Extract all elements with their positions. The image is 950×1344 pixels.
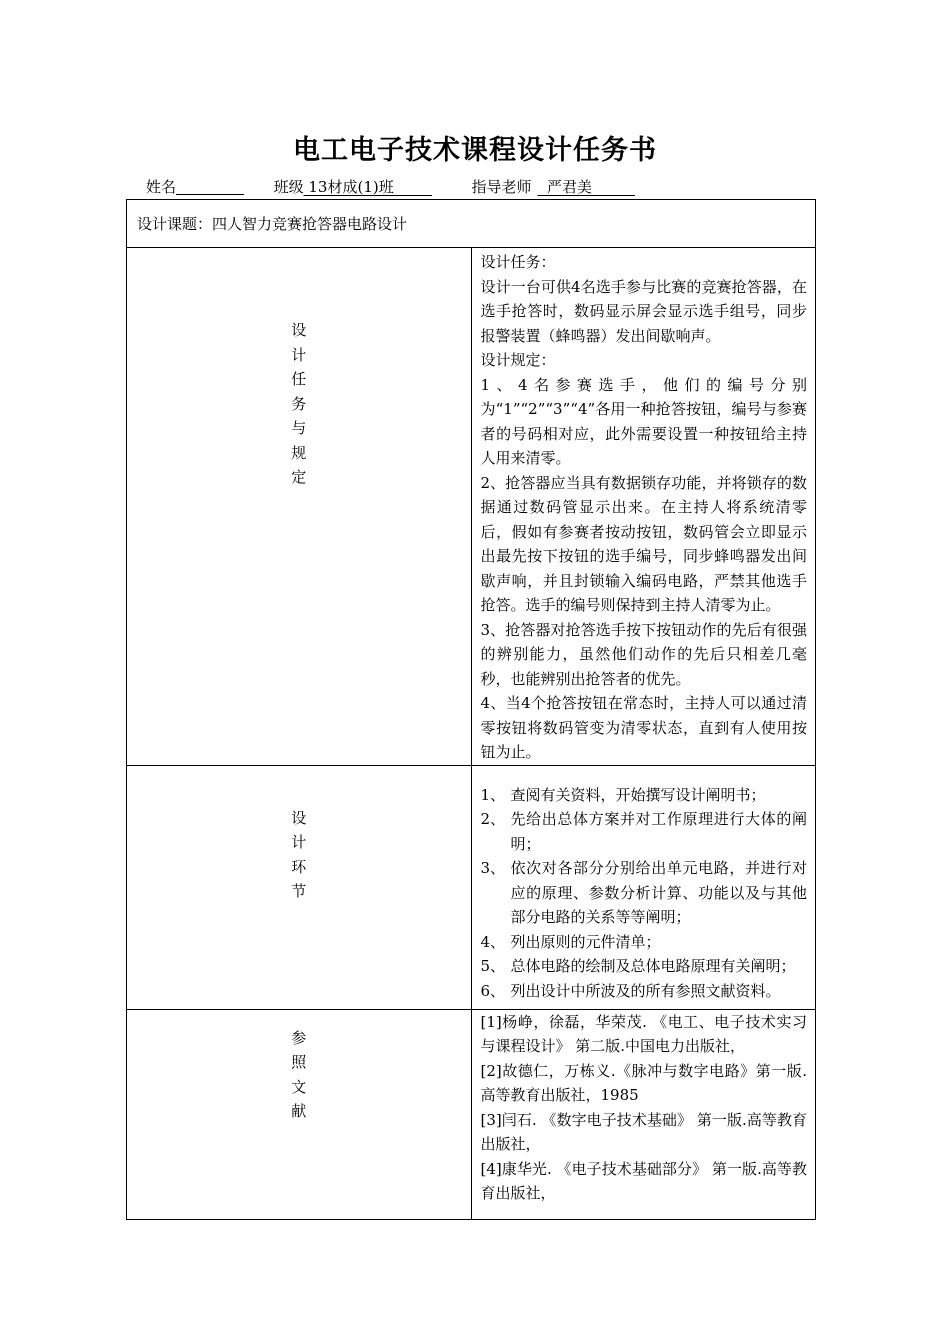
steps-content: [471, 765, 816, 1009]
refs-content: [471, 1009, 816, 1219]
name-field: [176, 180, 244, 195]
tasks-heading: 设计任务：: [480, 253, 556, 271]
tasks-side-label: 设 计 任 务 与 规 定: [127, 248, 472, 766]
document-title: 电工电子技术课程设计任务书: [293, 135, 657, 166]
reference-item: [4]康华光. 《电子技术基础部分》 第一版.高等教育出版社，: [480, 1159, 807, 1202]
list-item: 1、 查阅有关资料，开始撰写设计阐明书；: [480, 785, 766, 804]
list-item: 2、 先给出总体方案并对工作原理进行大体的阐明；: [480, 810, 807, 853]
requirement-3: 3、抢答器对抢答选手按下按钮动作的先后有很强的辨别能力，虽然他们动作的先后只相差几毫秒，也能辨别出抢答者的优先。: [480, 620, 807, 688]
tasks-description: 设计一台可供4名选手参与比赛的竞赛抢答器，在选手抢答时，数码显示屏会显示选手组号，同步报警装置（蜂鸣器）发出间歇响声。: [480, 277, 807, 345]
class-label: 班级: [273, 178, 304, 196]
requirement-1: 1、4名参赛选手，他们的编号分别为“1”“2”“3”“4”各用一种抢答按钮，编号与参赛者的号码相对应，此外需要设置一种按钮给主持人用来清零。: [480, 375, 807, 467]
reference-item: [3]闫石. 《数字电子技术基础》 第一版.高等教育出版社，: [480, 1110, 807, 1153]
requirements-heading: 设计规定：: [480, 351, 556, 369]
refs-side-label: 参 照 文 献: [127, 1009, 472, 1219]
list-item: 5、 总体电路的绘制及总体电路原理有关阐明；: [480, 957, 796, 975]
list-item: 6、 列出设计中所波及的所有参照文献资料。: [480, 981, 781, 1000]
steps-side-label: 设 计 环 节: [127, 765, 472, 1009]
tasks-content: [471, 248, 816, 766]
reference-item: [2]故德仁，万栋义.《脉冲与数字电路》第一版.高等教育出版社，1985: [480, 1061, 807, 1104]
header-info-line: [146, 176, 635, 197]
class-field: 13材成(1)班: [308, 178, 394, 196]
topic-cell: [127, 200, 816, 248]
teacher-label: 指导老师: [471, 178, 532, 196]
list-item: 4、 列出原则的元件清单；: [480, 932, 661, 951]
reference-item: [1]杨峥，徐磊，华荣茂. 《电工、电子技术实习与课程设计》 第二版.中国电力出版社，: [480, 1012, 807, 1055]
requirement-4: 4、当4个抢答按钮在常态时，主持人可以通过清零按钮将数码管变为清零状态，直到有人使用按钮为止。: [480, 694, 807, 761]
requirement-2: 2、抢答器应当具有数据锁存功能，并将锁存的数据通过数码管显示出来。在主持人将系统清零后，假如有参赛者按动按钮，数码管会立即显示出最先按下按钮的选手编号，同步蜂鸣器发出间歇声响，并且封锁输入编码电路，严禁其他选手抢答。选手的编号则保持到主持人清零为止。: [480, 473, 807, 614]
list-item: 3、 依次对各部分分别给出单元电路，并进行对应的原理、参数分析计算、功能以及与其他部分电路的关系等等阐明；: [480, 859, 807, 926]
topic-text: 设计课题：四人智力竞赛抢答器电路设计: [137, 215, 408, 233]
teacher-field: 严君美: [547, 178, 593, 196]
name-label: 姓名: [146, 178, 177, 196]
task-table: [126, 199, 816, 1220]
